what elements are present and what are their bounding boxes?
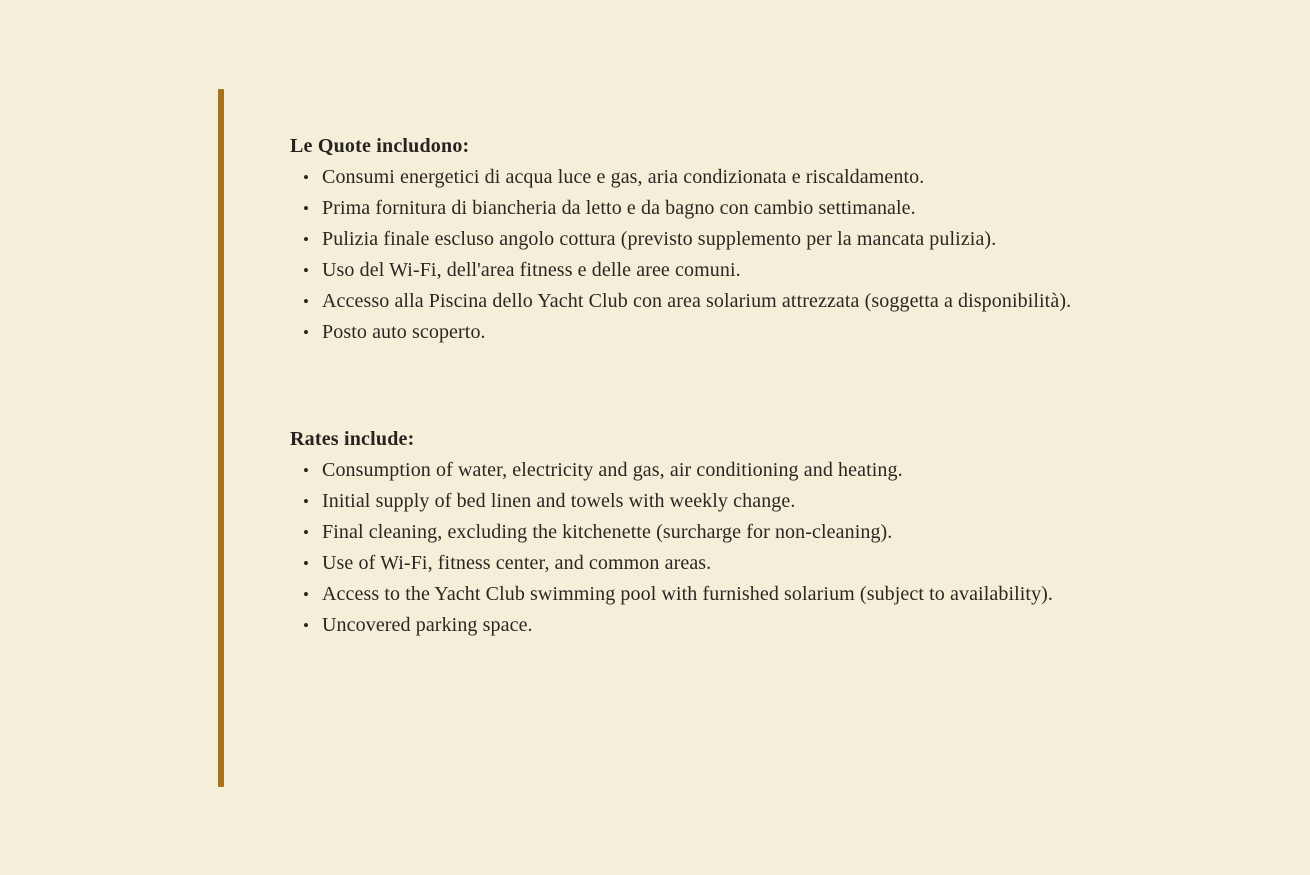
vertical-accent-line (218, 89, 224, 787)
list-item: • Initial supply of bed linen and towels with weekly change. (322, 486, 1114, 517)
section-italian-rates (290, 131, 1114, 348)
list-item: • Posto auto scoperto. (322, 317, 1114, 348)
section-heading-italian: Le Quote includono: (290, 135, 470, 157)
list-item: • Final cleaning, excluding the kitchenette (surcharge for non-cleaning). (322, 517, 1114, 548)
english-rates-list (290, 455, 1114, 641)
list-item: • Uncovered parking space. (322, 610, 1114, 641)
section-heading-english: Rates include: (290, 428, 415, 450)
list-item: • Consumption of water, electricity and gas, air conditioning and heating. (322, 455, 1114, 486)
italian-rates-list (290, 162, 1114, 348)
list-item: • Access to the Yacht Club swimming pool with furnished solarium (subject to availability). (322, 579, 1114, 610)
rates-info-content (290, 131, 1114, 641)
list-item: • Consumi energetici di acqua luce e gas, aria condizionata e riscaldamento. (322, 162, 1114, 193)
list-item: • Pulizia finale escluso angolo cottura (previsto supplemento per la mancata pulizia). (322, 224, 1114, 255)
section-english-rates (290, 424, 1114, 641)
list-item: • Prima fornitura di biancheria da letto e da bagno con cambio settimanale. (322, 193, 1114, 224)
list-item: • Accesso alla Piscina dello Yacht Club con area solarium attrezzata (soggetta a disponibilità). (322, 286, 1114, 317)
list-item: • Uso del Wi-Fi, dell'area fitness e delle aree comuni. (322, 255, 1114, 286)
list-item: • Use of Wi-Fi, fitness center, and common areas. (322, 548, 1114, 579)
